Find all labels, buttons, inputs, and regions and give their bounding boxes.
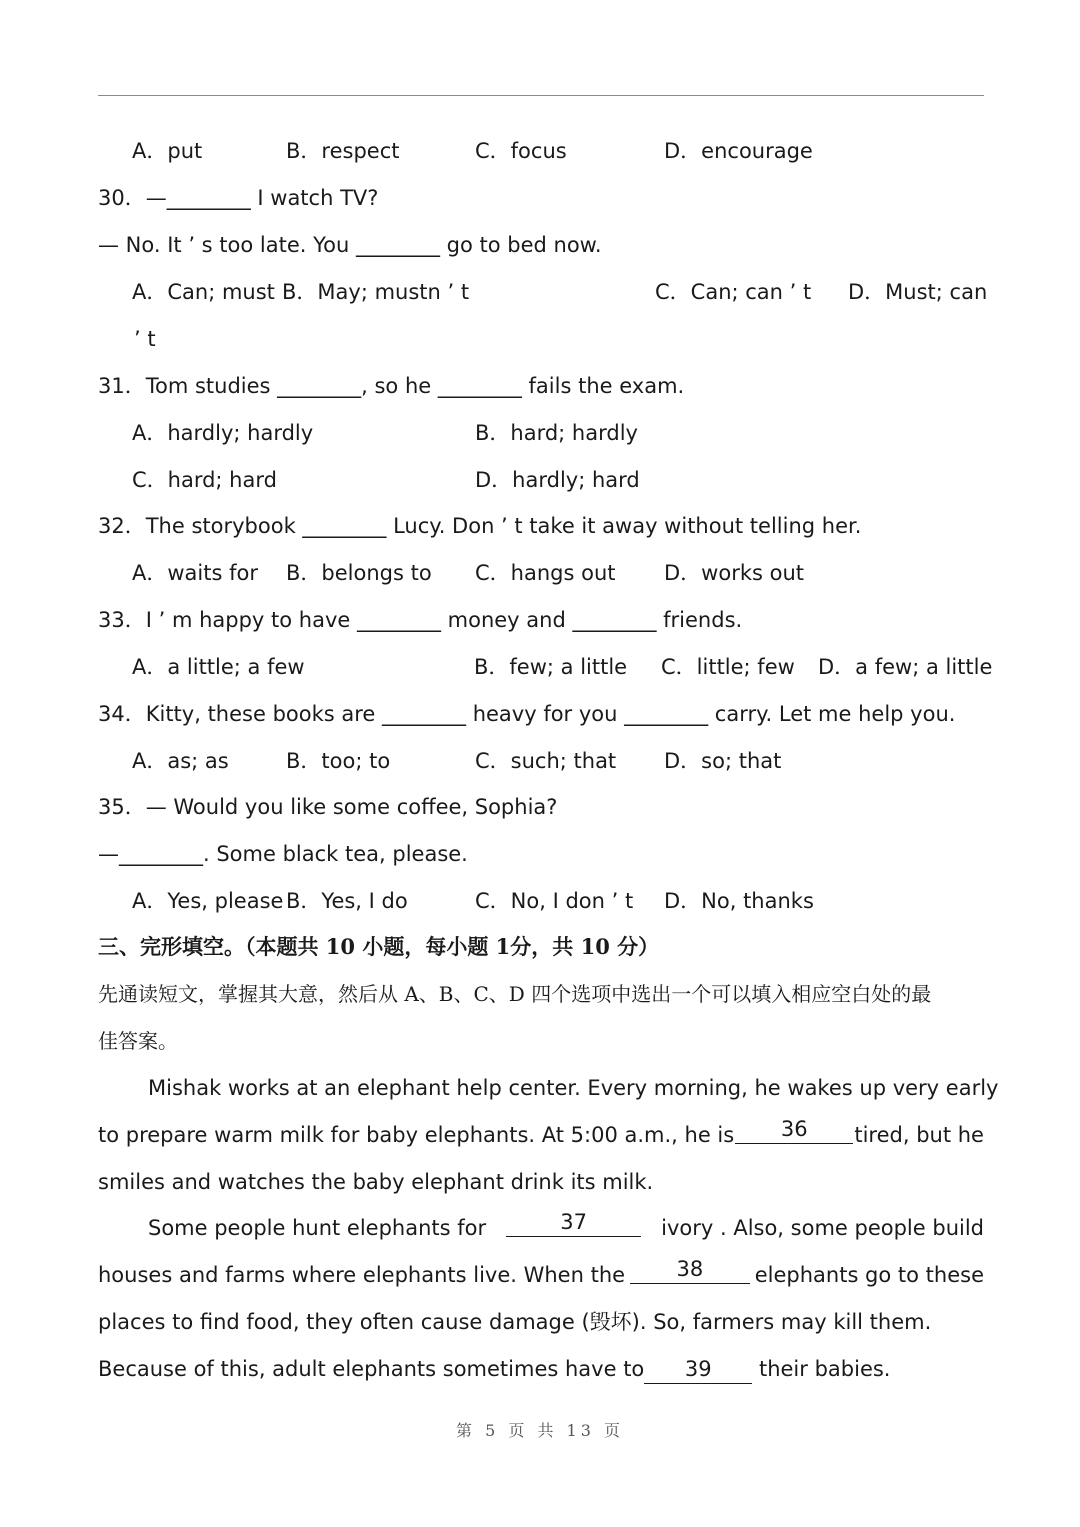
q29-option-a: A．put [132, 139, 203, 163]
passage-p2-line4-b: their babies. [758, 1357, 891, 1381]
passage-p1-line1: Mishak works at an elephant help center. Every morning, he wakes up very early [148, 1076, 999, 1100]
q34-option-a: A．as; as [132, 749, 229, 773]
passage-p2-line4 [98, 1349, 984, 1389]
q31-option-a: A．hardly; hardly [132, 421, 314, 445]
q33-options [98, 647, 993, 687]
q29-option-b: B．respect [286, 139, 400, 163]
blank-36[interactable]: 36 [735, 1115, 853, 1144]
q31-stem: 31．Tom studies ________, so he ________ fails the exam. [98, 374, 685, 398]
q35-options [98, 881, 984, 921]
page-footer: 第 5 页 共 13 页 [456, 1421, 624, 1440]
passage-p2-line2-b: elephants go to these [754, 1263, 984, 1287]
section3-heading: 三、完形填空。（本题共 10 小题，每小题 1分，共 10 分） [98, 934, 660, 959]
q33-option-c: C．little; few [661, 655, 795, 679]
q30-line2: — No. It ’ s too late. You ________ go to bed now. [98, 233, 602, 257]
blank-38[interactable]: 38 [630, 1255, 750, 1284]
q29-option-d: D．encourage [664, 139, 813, 163]
blank-37[interactable]: 37 [506, 1208, 641, 1237]
q30-line1: 30．—________ I watch TV? [98, 186, 379, 210]
passage-p1-line2 [98, 1115, 984, 1155]
passage-p1-line3: smiles and watches the baby elephant drink its milk. [98, 1170, 654, 1194]
section3-instruction-line2: 佳答案。 [98, 1029, 178, 1053]
passage-p2-line3: places to find food, they often cause damage (毁坏). So, farmers may kill them. [98, 1310, 932, 1334]
q35-option-d: D．No, thanks [664, 889, 814, 913]
q29-options [98, 131, 984, 171]
q31-option-c: C．hard; hard [132, 468, 277, 492]
q34-stem: 34．Kitty, these books are ________ heavy for you ________ carry. Let me help you. [98, 702, 956, 726]
q29-option-c: C．focus [475, 139, 567, 163]
passage-p2-line4-a: Because of this, adult elephants sometimes have to [98, 1357, 645, 1381]
q33-option-d: D．a few; a little [818, 655, 993, 679]
q31-option-b: B．hard; hardly [475, 421, 638, 445]
q32-option-b: B．belongs to [286, 561, 432, 585]
passage-p2-line2 [98, 1255, 984, 1295]
q31-options-row1 [98, 413, 984, 453]
q30-option-a: A．Can; must [132, 280, 275, 304]
q33-option-a: A．a little; a few [132, 655, 305, 679]
q35-option-b: B．Yes, I do [286, 889, 408, 913]
section3-instruction-line1: 先通读短文，掌握其大意，然后从 A、B、C、D 四个选项中选出一个可以填入相应空白处的最 [98, 982, 932, 1006]
q34-option-b: B．too; to [286, 749, 391, 773]
q31-options-row2 [98, 460, 984, 500]
passage-p1-line2-b: tired, but he [854, 1123, 984, 1147]
q32-stem: 32．The storybook ________ Lucy. Don ’ t take it away without telling her. [98, 514, 862, 538]
q32-option-c: C．hangs out [475, 561, 616, 585]
q34-option-c: C．such; that [475, 749, 617, 773]
q35-option-c: C．No, I don ’ t [475, 889, 634, 913]
passage-p2-line1-a: Some people hunt elephants for [148, 1216, 487, 1240]
q34-options [98, 741, 984, 781]
blank-39[interactable]: 39 [644, 1355, 752, 1384]
q30-option-c: C．Can; can ’ t [655, 280, 812, 304]
q32-option-d: D．works out [664, 561, 804, 585]
q30-options [98, 272, 988, 312]
q31-option-d: D．hardly; hard [475, 468, 640, 492]
q35-option-a: A．Yes, please [132, 889, 284, 913]
passage-p2-line1 [148, 1208, 984, 1248]
passage-p2-line1-b: ivory . Also, some people build [661, 1216, 984, 1240]
passage-p1-line2-a: to prepare warm milk for baby elephants. At 5:00 a.m., he is [98, 1123, 735, 1147]
q34-option-d: D．so; that [664, 749, 782, 773]
q30-option-d: D．Must; can [848, 280, 988, 304]
q30-option-d-wrap [98, 319, 984, 359]
q33-option-b: B．few; a little [474, 655, 628, 679]
header-rule [98, 95, 984, 96]
q32-option-a: A．waits for [132, 561, 258, 585]
q30-option-d-wrap-text: ’ t [134, 327, 156, 351]
q30-option-b: B．May; mustn ’ t [282, 280, 470, 304]
q32-options [98, 553, 984, 593]
q33-stem: 33．I ’ m happy to have ________ money and ________ friends. [98, 608, 743, 632]
passage-p2-line2-a: houses and farms where elephants live. When the [98, 1263, 626, 1287]
q35-line1: 35．— Would you like some coffee, Sophia? [98, 795, 558, 819]
q35-line2: —________. Some black tea, please. [98, 842, 468, 866]
